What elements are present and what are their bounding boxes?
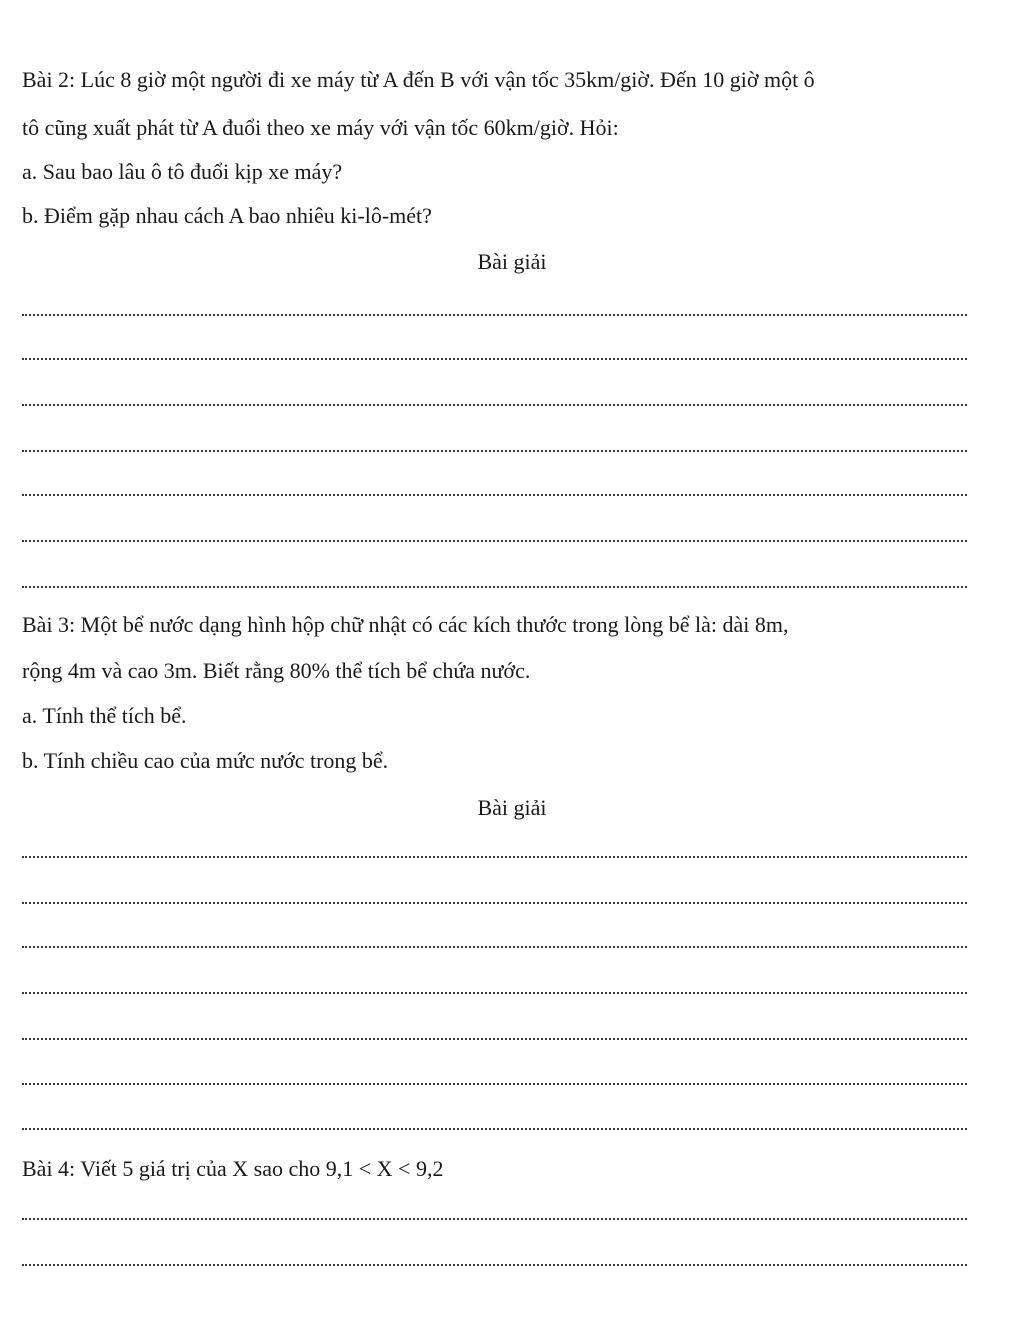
bai3-answer-line-7 [22, 1128, 967, 1130]
bai4-answer-line-1 [22, 1218, 967, 1220]
bai2-line1: Bài 2: Lúc 8 giờ một người đi xe máy từ A đến B với vận tốc 35km/giờ. Đến 10 giờ một ô [22, 67, 815, 92]
bai2-line2: tô cũng xuất phát từ A đuổi theo xe máy với vận tốc 60km/giờ. Hỏi: [22, 115, 619, 140]
bai2-part-a: a. Sau bao lâu ô tô đuổi kịp xe máy? [22, 159, 343, 184]
bai3-part-b: b. Tính chiều cao của mức nước trong bể. [22, 748, 389, 773]
bai2-part-b: b. Điểm gặp nhau cách A bao nhiêu ki-lô-mét? [22, 203, 432, 228]
bai2-answer-line-3 [22, 404, 967, 406]
bai3-answer-line-5 [22, 1038, 967, 1040]
bai3-answer-line-4 [22, 992, 967, 994]
bai2-answer-line-4 [22, 450, 967, 452]
bai3-answer-line-6 [22, 1083, 967, 1085]
bai4-answer-line-2 [22, 1264, 967, 1266]
bai3-part-a: a. Tính thể tích bể. [22, 703, 187, 728]
bai2-answer-line-7 [22, 586, 967, 588]
bai3-answer-line-1 [22, 856, 967, 858]
bai2-answer-line-6 [22, 540, 967, 542]
bai3-solution-heading: Bài giải [477, 795, 547, 820]
bai2-answer-line-5 [22, 494, 967, 496]
bai3-answer-line-2 [22, 902, 967, 904]
bai3-line2: rộng 4m và cao 3m. Biết rằng 80% thể tích bể chứa nước. [22, 658, 531, 683]
bai3-answer-line-3 [22, 946, 967, 948]
bai2-answer-line-1 [22, 314, 967, 316]
bai2-solution-heading: Bài giải [477, 249, 547, 274]
bai4-line1: Bài 4: Viết 5 giá trị của X sao cho 9,1 < X < 9,2 [22, 1156, 444, 1181]
bai2-answer-line-2 [22, 358, 967, 360]
bai3-line1: Bài 3: Một bể nước dạng hình hộp chữ nhật có các kích thước trong lòng bể là: dài 8m, [22, 612, 789, 637]
